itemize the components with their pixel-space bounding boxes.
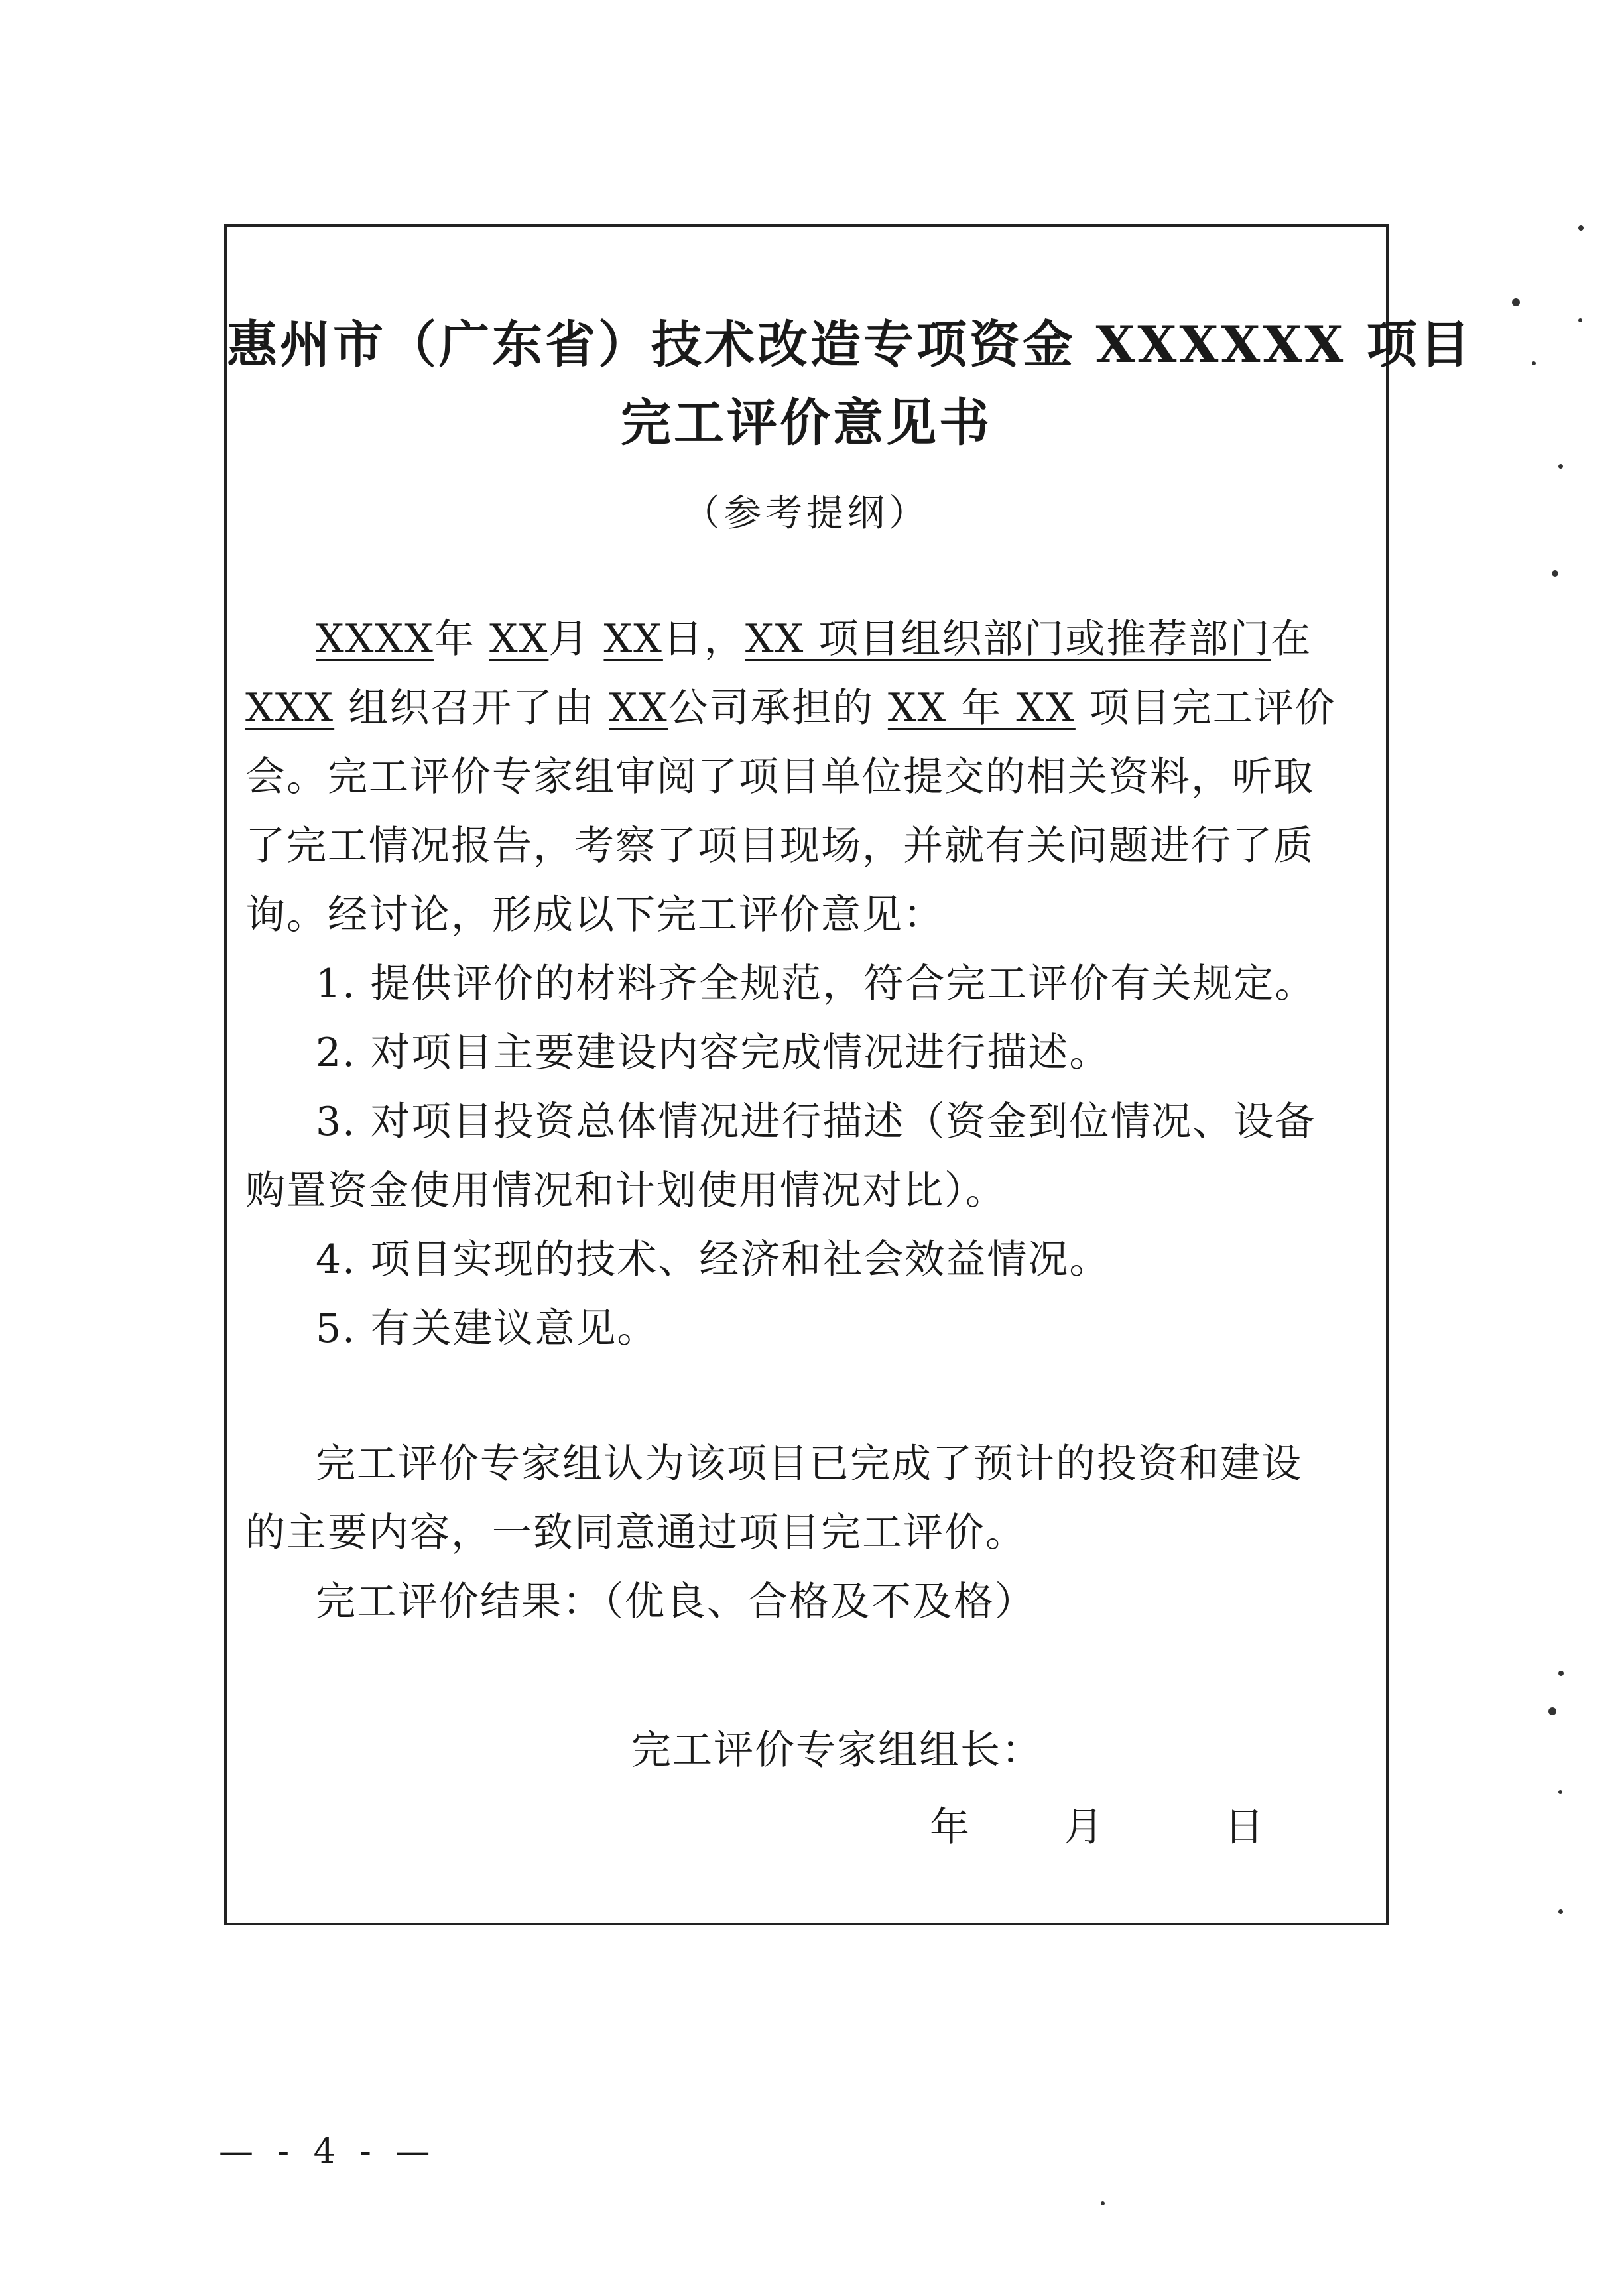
- document-title-line1: 惠州市（广东省）技术改造专项资金 XXXXXX 项目: [227, 315, 1473, 374]
- scan-speck: [1532, 361, 1536, 365]
- document-frame: [224, 224, 1473, 1925]
- scan-speck: [1101, 2201, 1105, 2205]
- conclusion-line-1: 完工评价专家组认为该项目已完成了预计的投资和建设: [316, 1441, 1302, 1487]
- document-title-line2: 完工评价意见书: [621, 393, 992, 452]
- meeting-year: XXXX: [316, 616, 434, 662]
- day-suffix: 日，: [662, 616, 745, 662]
- scan-speck: [1512, 298, 1520, 306]
- list-item-3-continued: 购置资金使用情况和计划使用情况对比）。: [245, 1168, 1007, 1214]
- intro-line-1: [227, 616, 1475, 662]
- company-name: XX: [609, 685, 668, 731]
- list-item-1: 1. 提供评价的材料齐全规范，符合完工评价有关规定。: [316, 961, 1316, 1007]
- conclusion-line-2: 的主要内容，一致同意通过项目完工评价。: [245, 1510, 1027, 1556]
- scan-speck: [1578, 318, 1582, 322]
- project-year: XX 年 XX: [887, 685, 1076, 731]
- intro-line-2: [227, 685, 1404, 731]
- list-item-5: 5. 有关建议意见。: [316, 1305, 658, 1352]
- in-text: 在: [1271, 616, 1312, 662]
- expert-leader-signature-label: 完工评价专家组组长：: [631, 1727, 1042, 1774]
- org-text: 组织召开了由: [348, 685, 595, 731]
- month-suffix: 月: [548, 616, 590, 662]
- intro-line-4: 了完工情况报告，考察了项目现场，并就有关问题进行了质: [245, 823, 1314, 869]
- scan-speck: [1578, 225, 1584, 231]
- organizing-department: XX 项目组织部门或推荐部门: [745, 616, 1271, 662]
- scan-speck: [1558, 1909, 1563, 1914]
- date-year: 年: [930, 1804, 971, 1850]
- date-month: 月: [1064, 1804, 1105, 1850]
- intro-line-3: 会。完工评价专家组审阅了项目单位提交的相关资料，听取: [245, 754, 1314, 800]
- company-text: 公司承担的: [668, 685, 874, 731]
- project-text: 项目完工评价: [1089, 685, 1336, 731]
- list-item-2: 2. 对项目主要建设内容完成情况进行描述。: [316, 1030, 1111, 1076]
- signature-date: [930, 1795, 1265, 1852]
- year-suffix: 年: [434, 616, 475, 662]
- evaluation-result: 完工评价结果：（优良、合格及不及格）: [316, 1579, 1036, 1625]
- scan-speck: [1558, 1790, 1562, 1794]
- meeting-place: XXX: [245, 685, 335, 731]
- scan-speck: [1558, 1671, 1564, 1676]
- intro-line-5: 询。经讨论，形成以下完工评价意见：: [245, 892, 944, 938]
- scan-speck: [1558, 464, 1563, 469]
- list-item-3: 3. 对项目投资总体情况进行描述（资金到位情况、设备: [316, 1099, 1316, 1145]
- scan-speck: [1548, 1707, 1556, 1715]
- scan-speck: [1552, 570, 1558, 577]
- date-day: 日: [1224, 1804, 1265, 1850]
- page-number: — - 4 - —: [219, 2132, 437, 2171]
- meeting-month: XX: [489, 616, 549, 662]
- list-item-4: 4. 项目实现的技术、经济和社会效益情况。: [316, 1237, 1111, 1283]
- document-subtitle: （参考提纲）: [683, 492, 930, 535]
- meeting-day: XX: [603, 616, 663, 662]
